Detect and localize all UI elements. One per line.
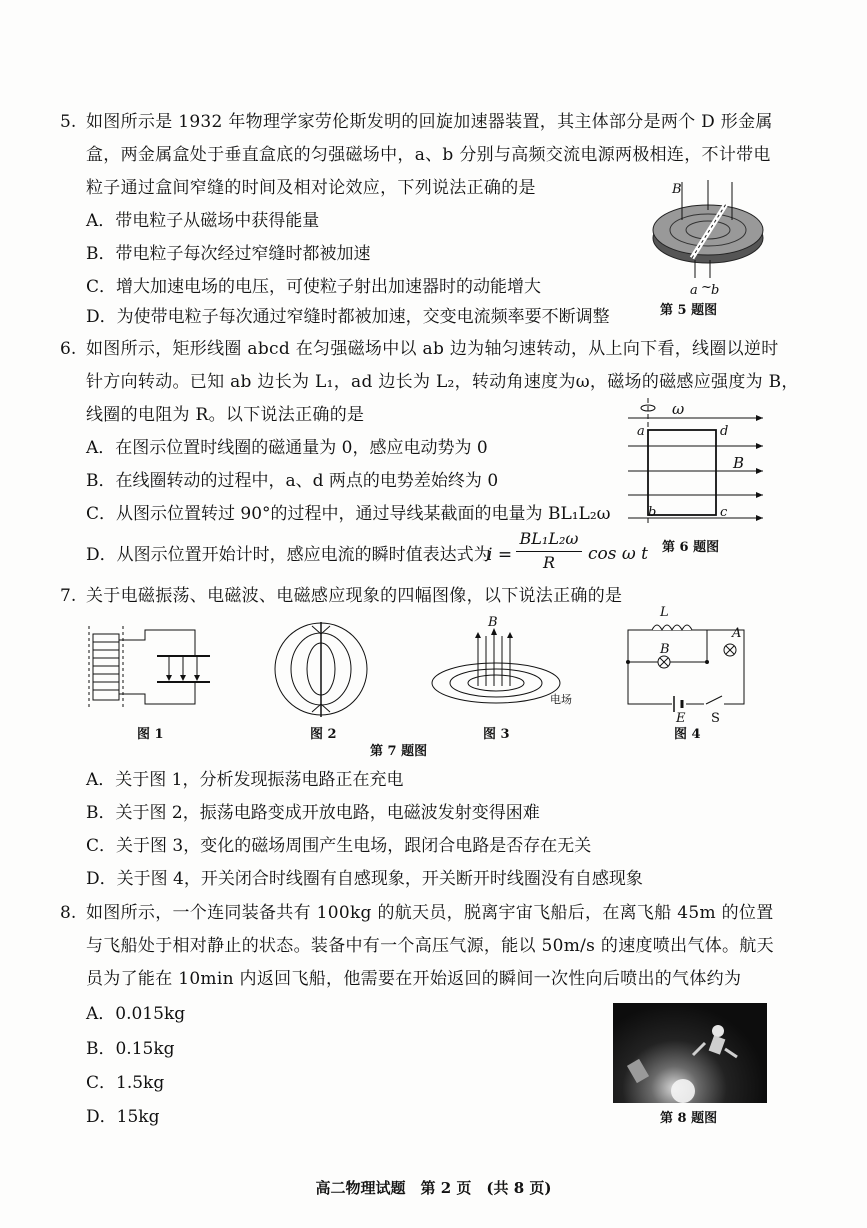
q6-label-d: d: [720, 424, 729, 439]
q6-stem-line: 如图所示，矩形线圈 abcd 在匀强磁场中以 ab 边为轴匀速转动，从上向下看，线圈以逆时: [86, 339, 779, 359]
q7-figure-4-caption: 图 4: [674, 727, 701, 742]
q6-label-a: a: [637, 424, 645, 439]
q7-figure-1-caption: 图 1: [137, 727, 164, 742]
q8-stem-line: 如图所示，一个连同装备共有 100kg 的航天员，脱离宇宙飞船后，在离飞船 45m 的位置: [86, 903, 774, 923]
q5-stem-line: 粒子通过盒间窄缝的时间及相对论效应，下列说法正确的是: [86, 178, 536, 198]
q5-option-c: C．增大加速电场的电压，可使粒子射出加速器时的动能增大: [86, 277, 542, 297]
q6-option-a: A．在图示位置时线圈的磁通量为 0，感应电动势为 0: [86, 438, 488, 458]
q5-label-B: B: [672, 182, 682, 197]
q6-formula-lhs: i =: [487, 545, 513, 565]
q7-figure-2-caption: 图 2: [310, 727, 337, 742]
q6-number: 6.: [60, 339, 77, 359]
q7-option-b: B．关于图 2，振荡电路变成开放电路，电磁波发射变得困难: [86, 803, 540, 823]
q8-figure-caption: 第 8 题图: [660, 1111, 718, 1126]
q7-figure-2-dipole-field: [272, 622, 370, 717]
q8-option-d: D．15kg: [86, 1107, 160, 1127]
q7-figure-3-caption: 图 3: [483, 727, 510, 742]
q6-formula-numerator: BL₁L₂ω: [519, 529, 579, 548]
q5-number: 5.: [60, 112, 77, 132]
q5-label-a: a: [690, 283, 698, 298]
q7-fig4-label-S: S: [711, 711, 720, 726]
q6-figure-caption: 第 6 题图: [662, 540, 720, 555]
q7-number: 7.: [60, 586, 77, 606]
q8-option-b: B．0.15kg: [86, 1039, 175, 1059]
q7-fig4-label-A: A: [732, 626, 742, 641]
q6-formula-tail: cos ω t: [588, 544, 648, 564]
q8-stem-line: 员为了能在 10min 内返回飞船，他需要在开始返回的瞬间一次性向后喷出的气体约为: [86, 969, 742, 989]
q8-astronaut-photo: [613, 1003, 767, 1103]
q7-fig3-label-B: B: [488, 615, 498, 630]
q6-stem-line: 针方向转动。已知 ab 边长为 L₁，ad 边长为 L₂，转动角速度为ω，磁场的磁感应强度为 B，: [86, 372, 799, 392]
q6-label-c: c: [720, 505, 728, 520]
q5-option-a: A．带电粒子从磁场中获得能量: [86, 211, 320, 231]
q7-fig3-label-field: 电场: [550, 693, 572, 706]
q5-label-tilde: ~: [701, 280, 712, 295]
q7-option-a: A．关于图 1，分析发现振荡电路正在充电: [86, 770, 404, 790]
q7-option-c: C．关于图 3，变化的磁场周围产生电场，跟闭合电路是否存在无关: [86, 836, 592, 856]
q5-option-b: B．带电粒子每次经过窄缝时都被加速: [86, 244, 371, 264]
q6-label-omega: ω: [672, 400, 685, 418]
q6-label-B: B: [733, 454, 745, 472]
q7-group-caption: 第 7 题图: [370, 744, 428, 759]
q7-figure-1-lc-circuit: [85, 620, 215, 715]
q6-label-b: b: [648, 505, 657, 520]
q5-option-d: D．为使带电粒子每次通过窄缝时都被加速，交变电流频率要不断调整: [86, 307, 610, 327]
q6-formula-fraction-bar: [516, 551, 582, 552]
q7-fig4-label-B: B: [660, 642, 670, 657]
q7-stem-line: 关于电磁振荡、电磁波、电磁感应现象的四幅图像，以下说法正确的是: [86, 586, 623, 606]
q5-label-b: b: [711, 283, 720, 298]
q7-fig4-label-E: E: [676, 711, 686, 726]
q8-stem-line: 与飞船处于相对静止的状态。装备中有一个高压气源，能以 50m/s 的速度喷出气体。航天: [86, 936, 774, 956]
q7-option-d: D．关于图 4，开关闭合时线圈有自感现象，开关断开时线圈没有自感现象: [86, 869, 643, 889]
q5-figure-caption: 第 5 题图: [660, 303, 718, 318]
q5-cyclotron-figure: [650, 180, 770, 295]
q6-formula-denominator: R: [542, 553, 556, 572]
q5-stem-line: 盒，两金属盒处于垂直盒底的匀强磁场中，a、b 分别与高频交流电源两极相连，不计带电: [86, 145, 771, 165]
q6-option-d: D．从图示位置开始计时，感应电流的瞬时值表达式为: [86, 545, 491, 565]
q6-stem-line: 线圈的电阻为 R。以下说法正确的是: [86, 405, 365, 425]
q8-option-c: C．1.5kg: [86, 1073, 165, 1093]
q7-fig4-label-L: L: [660, 605, 669, 620]
q8-number: 8.: [60, 903, 77, 923]
q5-stem-line: 如图所示是 1932 年物理学家劳伦斯发明的回旋加速器装置，其主体部分是两个 D 形金属: [86, 112, 773, 132]
q6-option-b: B．在线圈转动的过程中，a、d 两点的电势差始终为 0: [86, 471, 499, 491]
q6-option-c: C．从图示位置转过 90°的过程中，通过导线某截面的电量为 BL₁L₂ω: [86, 504, 611, 524]
q8-option-a: A．0.015kg: [86, 1004, 186, 1024]
page-footer: 高二物理试题 第 2 页 (共 8 页): [315, 1179, 552, 1197]
